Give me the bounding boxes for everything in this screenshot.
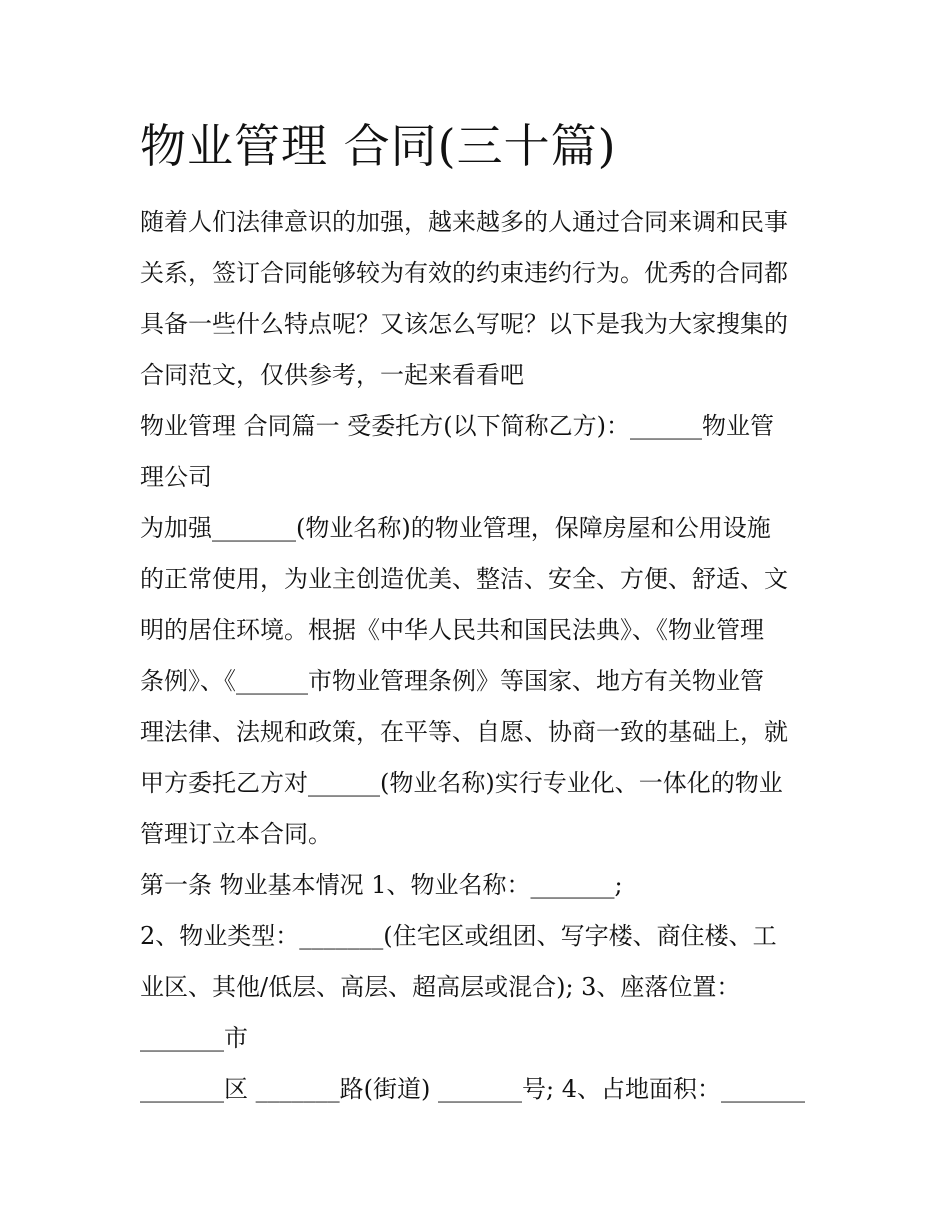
paragraph-line: 随着人们法律意识的加强，越来越多的人通过合同来调和民事 [140,208,788,236]
paragraph-line: 理公司 [140,463,212,491]
paragraph-line: 的正常使用，为业主创造优美、整洁、安全、方便、舒适、文 [140,565,788,593]
document-title: 物业管理 合同(三十篇) [140,119,617,173]
paragraph-line: _______区 _______路(街道) _______号; 4、占地面积：_______ [140,1075,805,1103]
paragraph-line: 合同范文，仅供参考，一起来看看吧 [140,361,524,389]
paragraph-line: 为加强_______(物业名称)的物业管理，保障房屋和公用设施 [140,514,771,542]
paragraph-line: 关系，签订合同能够较为有效的约束违约行为。优秀的合同都 [140,259,788,287]
paragraph-line: 第一条 物业基本情况 1、物业名称：_______; [140,871,623,899]
paragraph-line: 理法律、法规和政策，在平等、自愿、协商一致的基础上，就 [140,718,788,746]
paragraph-line: 管理订立本合同。 [140,820,332,848]
paragraph-line: 2、物业类型：_______(住宅区或组团、写字楼、商住楼、工 [140,922,777,950]
paragraph-line: 业区、其他/低层、高层、超高层或混合); 3、座落位置： [140,973,741,1001]
paragraph-line: 具备一些什么特点呢？又该怎么写呢？以下是我为大家搜集的 [140,310,788,338]
paragraph-line: 条例》、《______市物业管理条例》等国家、地方有关物业管 [140,667,764,695]
paragraph-line: 明的居住环境。根据《中华人民共和国民法典》、《物业管理 [140,616,764,644]
paragraph-line: _______市 [140,1024,248,1052]
paragraph-line: 物业管理 合同篇一 受委托方(以下简称乙方)：______物业管 [140,412,774,440]
paragraph-line: 甲方委托乙方对______(物业名称)实行专业化、一体化的物业 [140,769,783,797]
